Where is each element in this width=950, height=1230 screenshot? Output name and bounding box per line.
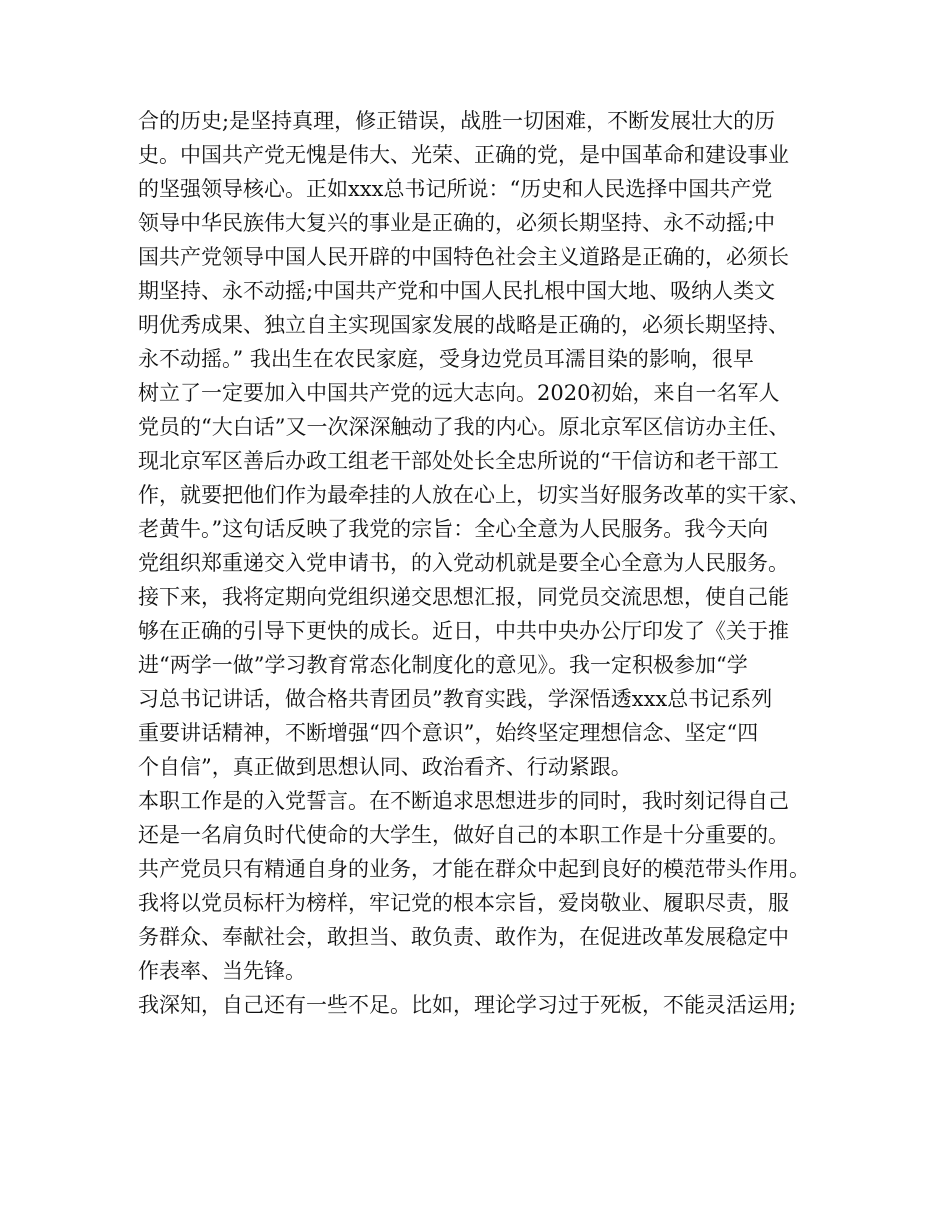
text-line: 习总书记讲话，做合格共青团员”教育实践，学深悟透xxx总书记系列 bbox=[138, 687, 773, 711]
text-line: 我深知，自己还有一些不足。比如，理论学习过于死板，不能灵活运用; bbox=[138, 993, 797, 1017]
text-line: 国共产党领导中国人民开辟的中国特色社会主义道路是正确的，必须长 bbox=[138, 245, 789, 269]
text-line: 共产党员只有精通自身的业务，才能在群众中起到良好的模范带头作用。 bbox=[138, 857, 810, 881]
text-line: 接下来，我将定期向党组织递交思想汇报，同党员交流思想，使自己能 bbox=[138, 585, 789, 609]
text-line: 期坚持、永不动摇;中国共产党和中国人民扎根中国大地、吸纳人类文 bbox=[138, 279, 776, 303]
text-line: 党员的“大白话”又一次深深触动了我的内心。原北京军区信访办主任、 bbox=[138, 415, 790, 439]
text-line: 党组织郑重递交入党申请书，的入党动机就是要全心全意为人民服务。 bbox=[138, 551, 789, 575]
text-line: 我将以党员标杆为榜样，牢记党的根本宗旨，爱岗敬业、履职尽责，服 bbox=[138, 891, 789, 915]
text-line: 个自信”，真正做到思想认同、政治看齐、行动紧跟。 bbox=[138, 755, 632, 779]
text-line: 老黄牛。”这句话反映了我党的宗旨：全心全意为人民服务。我今天向 bbox=[138, 517, 769, 541]
text-line: 进“两学一做”学习教育常态化制度化的意见》。我一定积极参加“学 bbox=[138, 653, 748, 677]
text-line: 够在正确的引导下更快的成长。近日，中共中央办公厅印发了《关于推 bbox=[138, 619, 789, 643]
text-line: 现北京军区善后办政工组老干部处处长全忠所说的“干信访和老干部工 bbox=[138, 449, 779, 473]
text-line: 永不动摇。” 我出生在农民家庭，受身边党员耳濡目染的影响，很早 bbox=[138, 347, 754, 371]
text-line: 史。中国共产党无愧是伟大、光荣、正确的党，是中国革命和建设事业 bbox=[138, 143, 789, 167]
text-line: 领导中华民族伟大复兴的事业是正确的，必须长期坚持、永不动摇;中 bbox=[138, 211, 776, 235]
text-line: 重要讲话精神，不断增强“四个意识”，始终坚定理想信念、坚定“四 bbox=[138, 721, 759, 745]
text-line: 树立了一定要加入中国共产党的远大志向。2020初始，来自一名军人 bbox=[138, 381, 780, 405]
body-text bbox=[138, 104, 838, 1022]
text-line: 合的历史;是坚持真理，修正错误，战胜一切困难，不断发展壮大的历 bbox=[138, 109, 776, 133]
text-line: 本职工作是的入党誓言。在不断追求思想进步的同时，我时刻记得自己 bbox=[138, 789, 789, 813]
text-line: 作，就要把他们作为最牵挂的人放在心上，切实当好服务改革的实干家、 bbox=[138, 483, 810, 507]
text-line: 务群众、奉献社会，敢担当、敢负责、敢作为，在促进改革发展稳定中 bbox=[138, 925, 789, 949]
text-line: 还是一名肩负时代使命的大学生，做好自己的本职工作是十分重要的。 bbox=[138, 823, 789, 847]
text-line: 作表率、当先锋。 bbox=[138, 959, 306, 983]
text-line: 的坚强领导核心。正如xxx总书记所说：“历史和人民选择中国共产党 bbox=[138, 177, 773, 201]
text-line: 明优秀成果、独立自主实现国家发展的战略是正确的，必须长期坚持、 bbox=[138, 313, 789, 337]
